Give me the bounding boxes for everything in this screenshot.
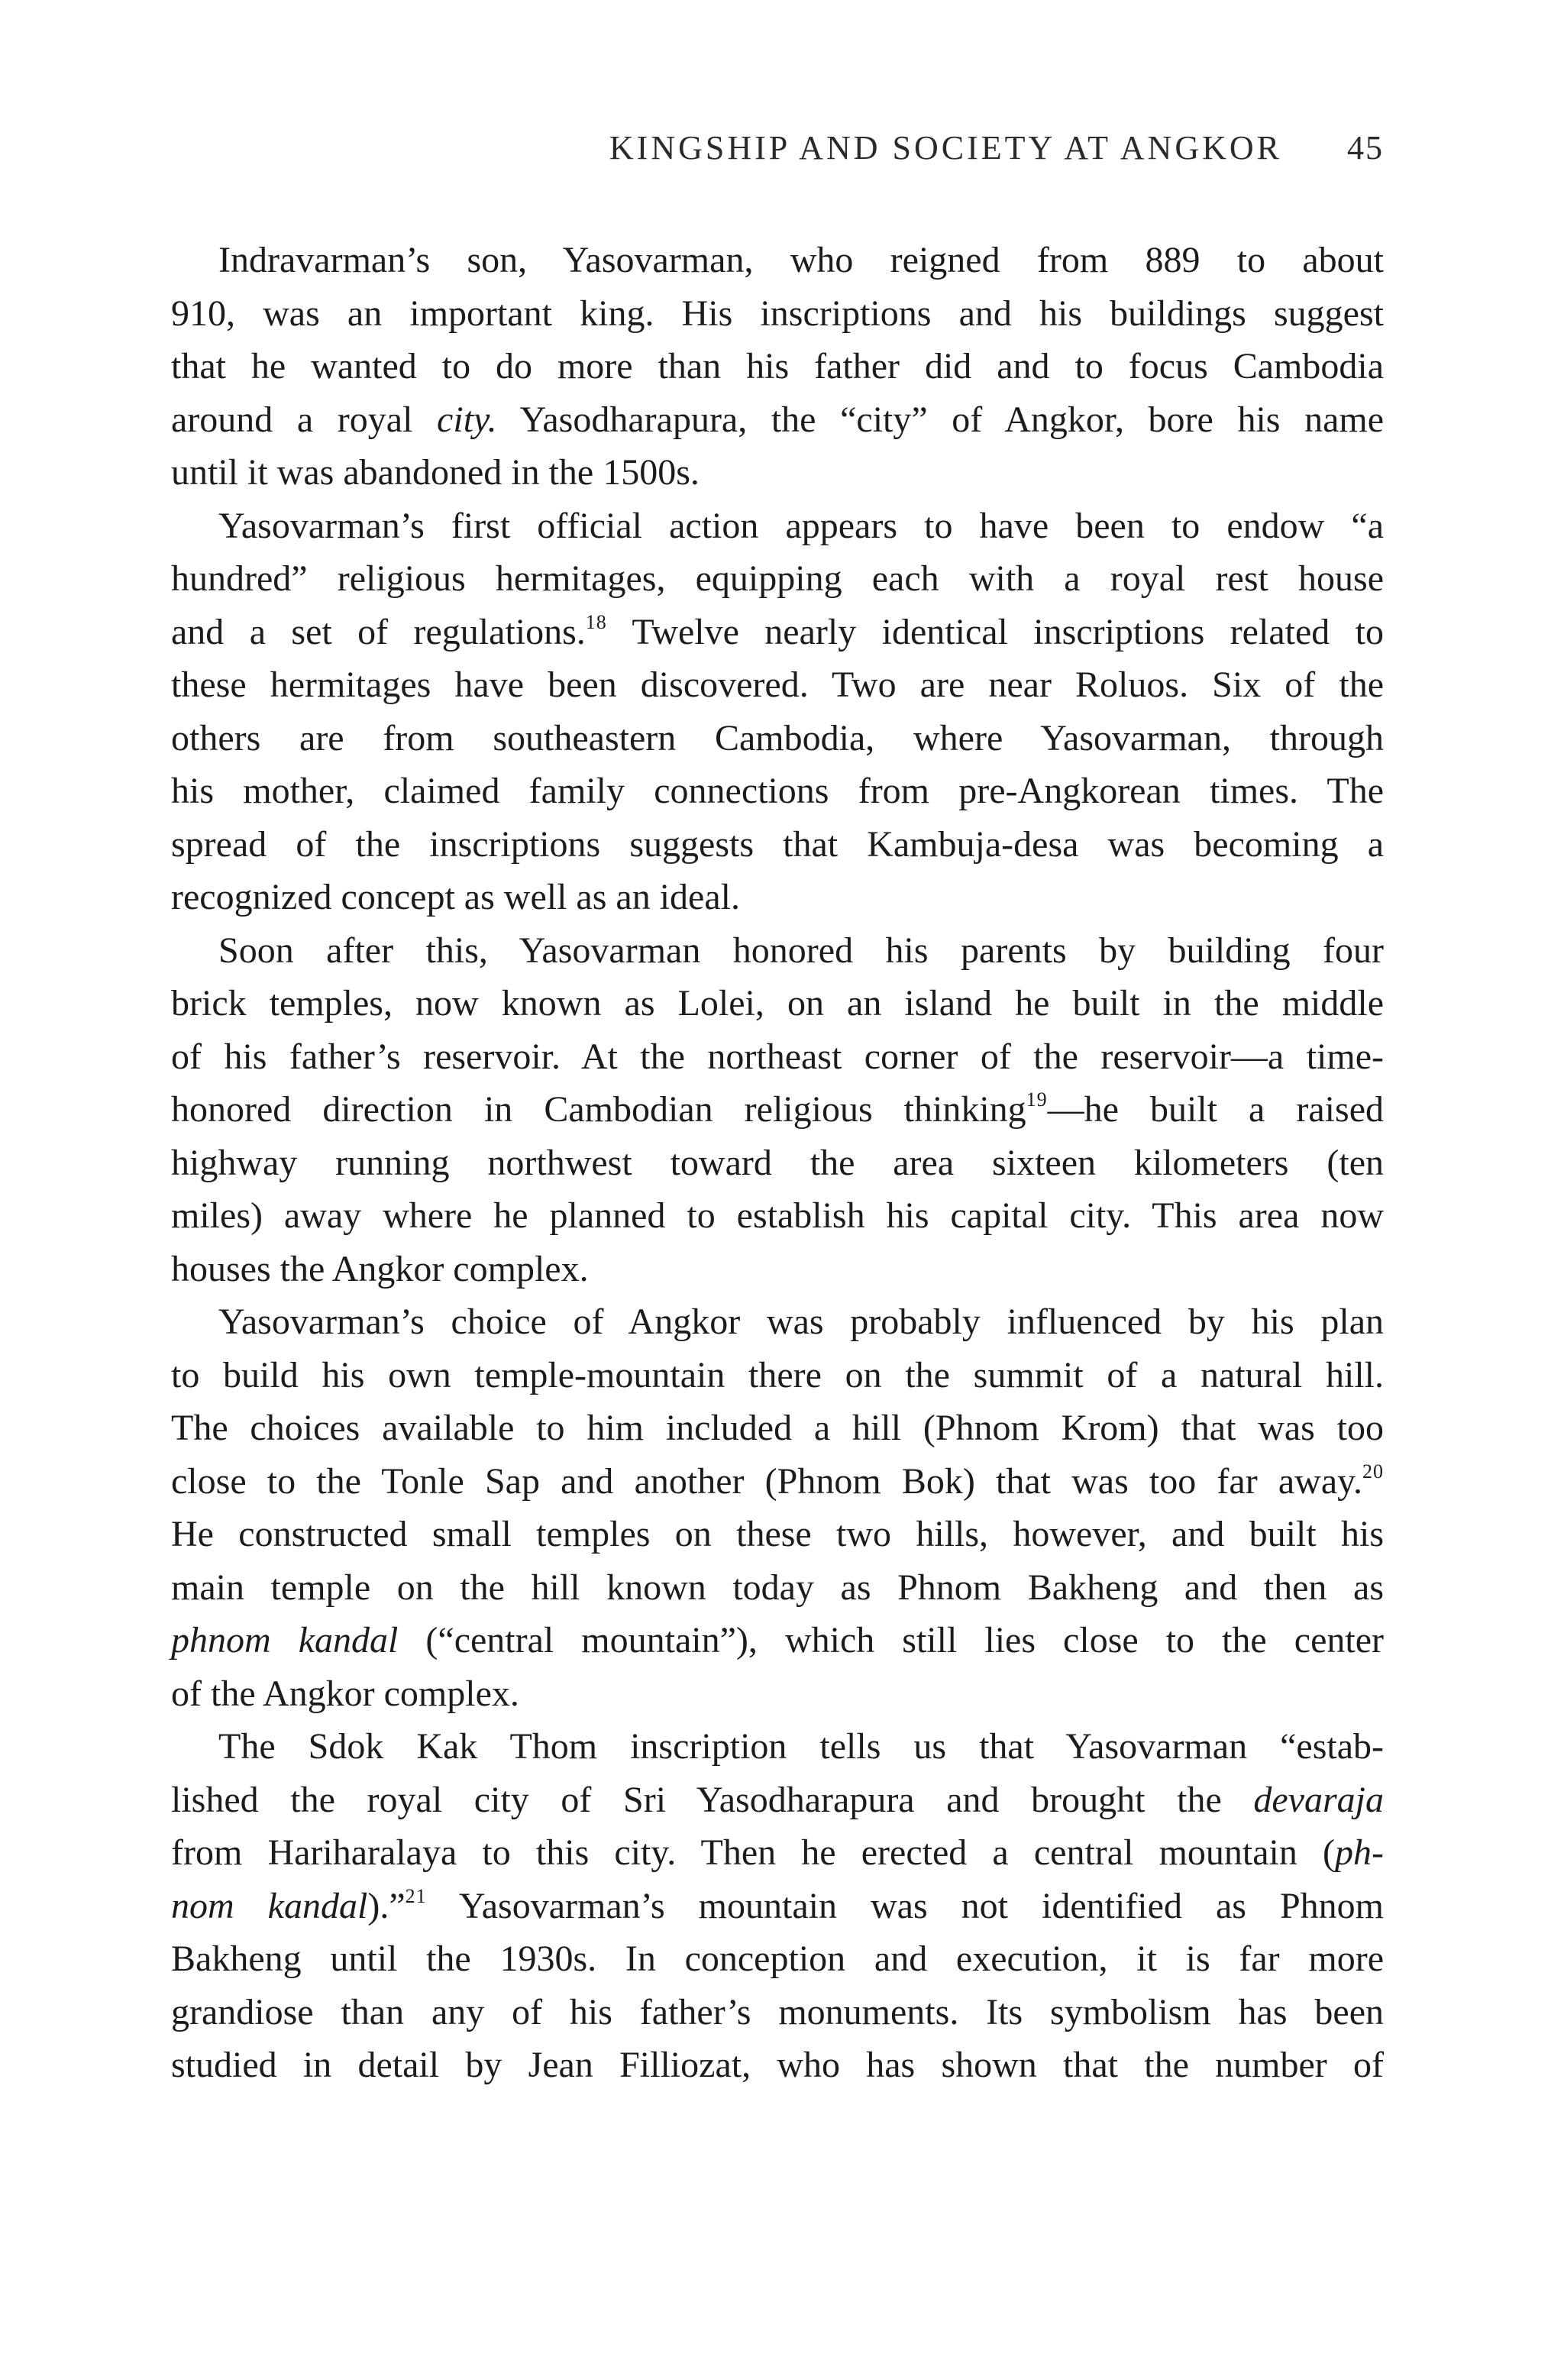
text-line bbox=[171, 765, 1384, 818]
text-line bbox=[171, 446, 1384, 500]
text-run: Yasovarman’s choice of Angkor was probably influenced by his plan bbox=[218, 1302, 1384, 1342]
text-run: highway running northwest toward the area sixteen kilometers (ten bbox=[171, 1142, 1384, 1183]
text-line bbox=[171, 1189, 1384, 1243]
footnote-marker: 19 bbox=[1026, 1088, 1048, 1111]
text-line bbox=[171, 552, 1384, 606]
text-run: —he built a raised bbox=[1047, 1089, 1384, 1130]
text-run: Yasodharapura, the “city” of Angkor, bore his name bbox=[496, 399, 1385, 440]
text-run: these hermitages have been discovered. Two are near Roluos. Six of the bbox=[171, 665, 1384, 705]
text-run: Yasovarman’s first official action appears to have been to endow “a bbox=[218, 505, 1384, 546]
text-run: main temple on the hill known today as Phnom Bakheng and then as bbox=[171, 1567, 1384, 1608]
italic-run: phnom kandal bbox=[171, 1620, 399, 1661]
text-run: that he wanted to do more than his father did and to focus Cambodia bbox=[171, 346, 1384, 386]
text-run: (“central mountain”), which still lies close to the center bbox=[398, 1620, 1385, 1661]
text-line bbox=[171, 1720, 1384, 1774]
text-line bbox=[171, 658, 1384, 712]
text-run: and a set of regulations. bbox=[171, 611, 586, 652]
page-number: 45 bbox=[1347, 129, 1384, 167]
text-line bbox=[171, 1083, 1384, 1137]
text-run: 910, was an important king. His inscriptions and his buildings suggest bbox=[171, 293, 1384, 334]
text-line bbox=[171, 500, 1384, 553]
text-run: miles) away where he planned to establish his capital city. This area now bbox=[171, 1195, 1384, 1236]
text-run: Yasovarman’s mountain was not identified as Phnom bbox=[426, 1885, 1384, 1926]
text-line bbox=[171, 234, 1384, 287]
italic-run: nom kandal bbox=[171, 1885, 368, 1926]
running-title: KINGSHIP AND SOCIETY AT ANGKOR bbox=[609, 129, 1282, 167]
text-line bbox=[171, 393, 1384, 447]
text-run: Twelve nearly identical inscriptions related to bbox=[606, 611, 1384, 652]
text-line bbox=[171, 1826, 1384, 1880]
footnote-marker: 18 bbox=[585, 610, 607, 633]
text-run: Soon after this, Yasovarman honored his parents by building four bbox=[218, 930, 1384, 971]
text-run: houses the Angkor complex. bbox=[171, 1248, 589, 1289]
text-run: ).” bbox=[367, 1885, 406, 1926]
footnote-marker: 20 bbox=[1362, 1460, 1384, 1483]
paragraph bbox=[171, 234, 1384, 500]
text-line bbox=[171, 340, 1384, 393]
text-line bbox=[171, 1137, 1384, 1190]
text-run: his mother, claimed family connections from pre-Angkorean times. The bbox=[171, 771, 1384, 811]
text-line bbox=[171, 1614, 1384, 1667]
text-run: to build his own temple-mountain there on the summit of a natural hill. bbox=[171, 1354, 1384, 1395]
body-text bbox=[171, 234, 1384, 2092]
text-run: brick temples, now known as Lolei, on an island he built in the middle bbox=[171, 983, 1384, 1023]
text-run: He constructed small temples on these two hills, however, and built his bbox=[171, 1514, 1384, 1554]
text-line bbox=[171, 1932, 1384, 1986]
text-run: around a royal bbox=[171, 399, 438, 440]
text-line bbox=[171, 1561, 1384, 1615]
text-line bbox=[171, 1243, 1384, 1296]
text-run: Indravarman’s son, Yasovarman, who reigned from 889 to about bbox=[218, 240, 1384, 280]
text-line bbox=[171, 924, 1384, 978]
paragraph bbox=[171, 500, 1384, 924]
text-run: of the Angkor complex. bbox=[171, 1673, 519, 1714]
text-run: The choices available to him included a hill (Phnom Krom) that was too bbox=[171, 1408, 1384, 1448]
text-run: Bakheng until the 1930s. In conception and execution, it is far more bbox=[171, 1939, 1384, 1979]
text-run: until it was abandoned in the 1500s. bbox=[171, 452, 700, 493]
text-run: hundred” religious hermitages, equipping each with a royal rest house bbox=[171, 558, 1384, 599]
text-run: recognized concept as well as an ideal. bbox=[171, 877, 740, 917]
text-run: of his father’s reservoir. At the northeast corner of the reservoir—a time- bbox=[171, 1036, 1384, 1077]
running-head bbox=[171, 128, 1384, 167]
italic-run: devaraja bbox=[1253, 1779, 1384, 1820]
text-line bbox=[171, 1774, 1384, 1827]
text-line bbox=[171, 287, 1384, 341]
text-run: honored direction in Cambodian religious thinking bbox=[171, 1089, 1026, 1130]
text-line bbox=[171, 1508, 1384, 1561]
text-run: spread of the inscriptions suggests that Kambuja-desa was becoming a bbox=[171, 823, 1384, 865]
text-line bbox=[171, 1402, 1384, 1455]
text-run: others are from southeastern Cambodia, where Yasovarman, through bbox=[171, 717, 1384, 758]
text-line bbox=[171, 977, 1384, 1030]
paragraph bbox=[171, 924, 1384, 1296]
text-run: The Sdok Kak Thom inscription tells us that Yasovarman “estab- bbox=[218, 1726, 1384, 1767]
paragraph bbox=[171, 1720, 1384, 2092]
text-line bbox=[171, 871, 1384, 924]
paragraph bbox=[171, 1295, 1384, 1720]
footnote-marker: 21 bbox=[405, 1884, 427, 1907]
text-line bbox=[171, 1880, 1384, 1933]
text-run: close to the Tonle Sap and another (Phnom Bok) that was too far away. bbox=[171, 1460, 1362, 1502]
text-line bbox=[171, 2039, 1384, 2092]
text-run: lished the royal city of Sri Yasodharapura and brought the bbox=[171, 1779, 1254, 1820]
text-line bbox=[171, 606, 1384, 659]
text-line bbox=[171, 1986, 1384, 2039]
italic-run: city. bbox=[437, 399, 497, 440]
text-line bbox=[171, 1349, 1384, 1402]
text-line bbox=[171, 1667, 1384, 1721]
text-line bbox=[171, 818, 1384, 871]
text-line bbox=[171, 1030, 1384, 1084]
italic-run: ph- bbox=[1335, 1832, 1384, 1873]
text-line bbox=[171, 712, 1384, 765]
text-run: from Hariharalaya to this city. Then he erected a central mountain ( bbox=[171, 1832, 1336, 1873]
text-run: studied in detail by Jean Filliozat, who has shown that the number of bbox=[171, 2045, 1384, 2085]
text-line bbox=[171, 1455, 1384, 1509]
text-line bbox=[171, 1295, 1384, 1349]
text-run: grandiose than any of his father’s monuments. Its symbolism has been bbox=[171, 1991, 1384, 2032]
